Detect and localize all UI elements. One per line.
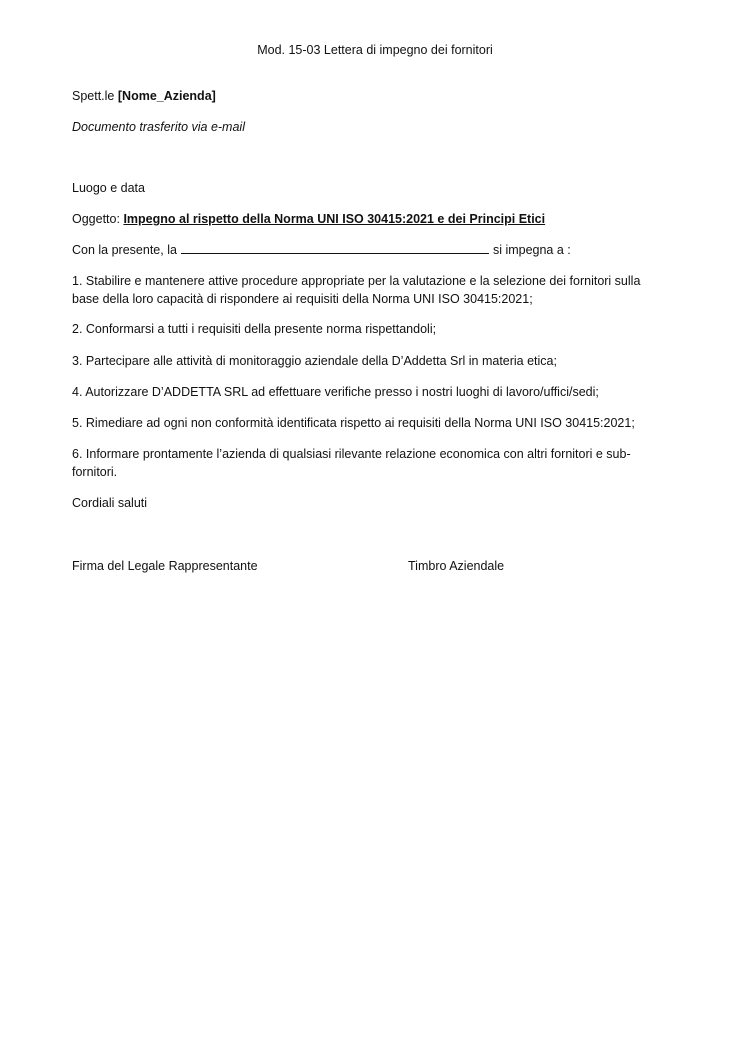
list-item-1: 1. Stabilire e mantenere attive procedure appropriate per la valutazione e la selezione dei fornitori sulla base della loro capacità di rispondere ai requisiti della Norma UNI ISO 30415:2021; xyxy=(72,274,641,306)
closing: Cordiali saluti xyxy=(72,496,148,510)
transfer-note: Documento trasferito via e-mail xyxy=(72,120,245,134)
subject-text: Impegno al rispetto della Norma UNI ISO 30415:2021 e dei Principi Etici xyxy=(123,212,546,226)
signature-legal-rep: Firma del Legale Rappresentante xyxy=(72,559,258,573)
place-date: Luogo e data xyxy=(72,181,145,195)
subject-label: Oggetto: xyxy=(72,212,120,226)
recipient-name: [Nome_Azienda] xyxy=(117,89,216,103)
intro-before-blank: Con la presente, la xyxy=(72,243,177,257)
company-name-blank xyxy=(181,241,489,254)
recipient-line xyxy=(72,87,216,105)
recipient-prefix: Spett.le xyxy=(72,89,115,103)
list-item-4: 4. Autorizzare D’ADDETTA SRL ad effettuare verifiche presso i nostri luoghi di lavoro/uffici/sedi; xyxy=(72,385,599,399)
intro-after-blank: si impegna a : xyxy=(492,243,571,257)
document-header: Mod. 15-03 Lettera di impegno dei fornitori xyxy=(257,43,493,57)
list-item-5: 5. Rimediare ad ogni non conformità identificata rispetto ai requisiti della Norma UNI ISO 30415:2021; xyxy=(72,416,635,430)
list-item-3: 3. Partecipare alle attività di monitoraggio aziendale della D’Addetta Srl in materia etica; xyxy=(72,354,557,368)
subject-line xyxy=(72,210,545,228)
intro-line xyxy=(72,241,571,259)
list-item-6: 6. Informare prontamente l’azienda di qualsiasi rilevante relazione economica con altri fornitori e sub-fornitori. xyxy=(72,447,631,479)
list-item-2: 2. Conformarsi a tutti i requisiti della presente norma rispettandoli; xyxy=(72,322,437,336)
signature-stamp: Timbro Aziendale xyxy=(408,559,505,573)
